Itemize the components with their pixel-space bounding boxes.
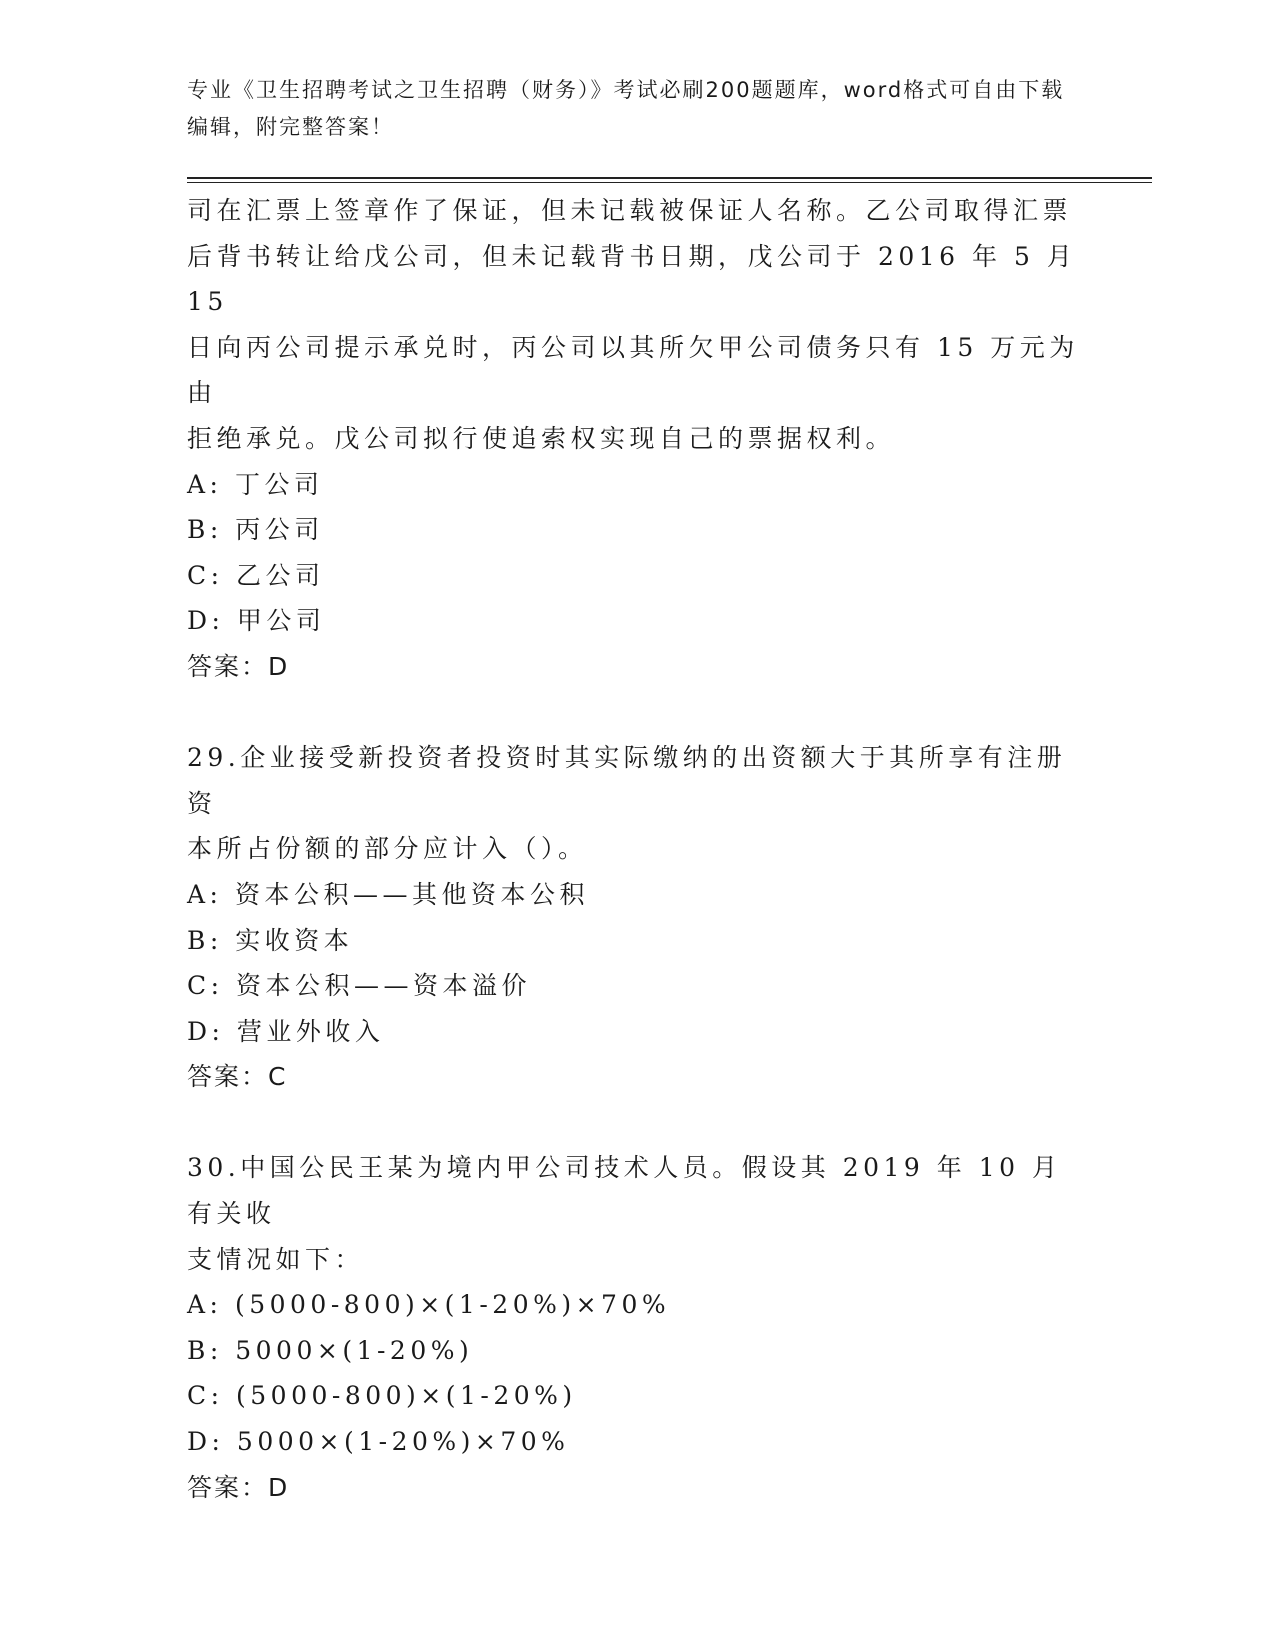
option-b: [187, 507, 1087, 553]
option-key: C:: [187, 1381, 224, 1411]
question-29: [187, 735, 1087, 1100]
answer-line: 答案：D: [187, 1472, 290, 1502]
option-c: [187, 1373, 1087, 1419]
option-text: 乙公司: [236, 560, 325, 590]
option-key: A:: [187, 879, 223, 909]
option-d: [187, 1009, 1087, 1055]
question-line: 支情况如下：: [187, 1244, 365, 1274]
option-a: [187, 872, 1087, 918]
option-key: C:: [187, 560, 224, 590]
option-text: 营业外收入: [236, 1016, 385, 1046]
option-c: [187, 963, 1087, 1009]
header-divider-thin: [187, 182, 1152, 183]
question-30: [187, 1145, 1087, 1510]
option-b: [187, 1328, 1087, 1374]
option-text: 资本公积——其他资本公积: [234, 879, 589, 909]
option-text: 5000×(1-20%)×70%: [236, 1427, 570, 1457]
option-a: [187, 1282, 1087, 1328]
question-line: 29.企业接受新投资者投资时其实际缴纳的出资额大于其所享有注册资: [187, 743, 1067, 818]
question-line: 本所占份额的部分应计入（）。: [187, 834, 588, 864]
question-spacer: [187, 690, 1087, 736]
question-line: 日向丙公司提示承兑时，丙公司以其所欠甲公司债务只有 15 万元为由: [187, 332, 1079, 408]
option-text: 5000×(1-20%): [235, 1335, 474, 1365]
option-key: D:: [187, 1016, 225, 1046]
question-line: 30.中国公民王某为境内甲公司技术人员。假设其 2019 年 10 月有关收: [187, 1153, 1062, 1229]
option-a: [187, 462, 1087, 508]
question-spacer: [187, 1100, 1087, 1146]
option-text: 丙公司: [235, 515, 324, 545]
option-d: [187, 1419, 1087, 1465]
question-line: 后背书转让给戊公司，但未记载背书日期，戊公司于 2016 年 5 月 15: [187, 241, 1077, 317]
document-header: [187, 72, 1067, 146]
option-key: D:: [187, 606, 225, 636]
option-key: D:: [187, 1427, 225, 1457]
option-text: 实收资本: [235, 925, 354, 955]
option-text: (5000-800)×(1-20%): [236, 1381, 577, 1411]
option-key: B:: [187, 1335, 223, 1365]
option-key: B:: [187, 925, 223, 955]
question-line: 拒绝承兑。戊公司拟行使追索权实现自己的票据权利。: [187, 423, 896, 453]
option-text: (5000-800)×(1-20%)×70%: [234, 1290, 671, 1320]
question-continued: [187, 188, 1087, 690]
option-text: 丁公司: [234, 469, 324, 499]
option-key: B:: [187, 515, 223, 545]
option-key: A:: [187, 469, 223, 499]
option-d: [187, 598, 1087, 644]
header-text: 专业《卫生招聘考试之卫生招聘（财务）》考试必刷200题题库，word格式可自由下载编辑，附完整答案！: [187, 78, 1065, 139]
answer-line: 答案：D: [187, 651, 290, 681]
option-key: C:: [187, 971, 224, 1001]
option-text: 资本公积——资本溢价: [236, 971, 532, 1001]
option-c: [187, 553, 1087, 599]
option-b: [187, 918, 1087, 964]
document-body: [187, 188, 1087, 1510]
answer-line: 答案：C: [187, 1062, 288, 1092]
option-text: 甲公司: [236, 606, 326, 636]
option-key: A:: [187, 1290, 223, 1320]
question-line: 司在汇票上签章作了保证，但未记载被保证人名称。乙公司取得汇票: [187, 196, 1073, 225]
header-divider-thick: [187, 177, 1152, 179]
